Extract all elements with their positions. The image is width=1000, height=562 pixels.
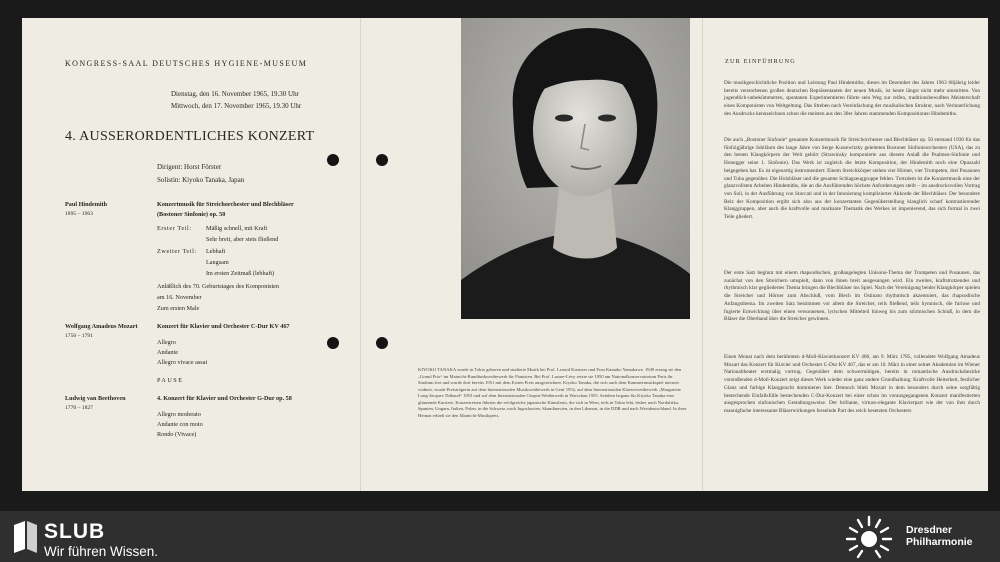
piece-title: (Bostoner Sinfonie) op. 50 [157, 211, 226, 218]
portrait-image [461, 18, 690, 319]
movement: Im ersten Zeitmaß (lebhaft) [206, 270, 275, 277]
composer-name: Paul Hindemith [65, 201, 108, 208]
note: Zum ersten Male [157, 305, 200, 312]
intro-heading: ZUR EINFÜHRUNG [725, 58, 796, 65]
dp-line-2: Philharmonie [906, 536, 973, 549]
composer-name: Wolfgang Amadeus Mozart [65, 323, 138, 330]
composer-years: 1756 – 1791 [65, 333, 93, 339]
slub-logo-text: SLUB [44, 520, 106, 543]
movement: Rondo (Vivace) [157, 431, 197, 438]
note: Anläßlich des 70. Geburtstages des Komponisten [157, 283, 280, 290]
dp-line-1: Dresdner [906, 524, 953, 536]
slub-logo-icon [12, 519, 39, 553]
soloist-biography: KIYOKO TANAKA wurde in Tokio geboren und studierte Musik bei Prof. Leonid Kreutzer und Frau Kamako Yamakawa. 1949 errang sie den „Grand Prix“ im Mainichi-Rundfunkwettbewerb für Pianisten. Bei Prof. Lazare-Lévy setzte sie 1950 am Nationalkonservatorium Paris ihr Studium fort und wurde dort bereits 1951 mit dem Ersten Preis ausgezeichnet. Kiyoko Tanaka, die sich auch dem Kammermusikspiel intensiv widmet, wurde Preisträgerin auf dem Internationalen Musikwettbewerb in Genf 1952, auf dem Internationalen Klavierwettbewerb „Marguerite Long-Jacques Thibaud“ 1953 und auf dem Internationalen Chopin-Wettbewerb in Warschau 1955. Seitdem begann für Kiyoko Tanaka eine glänzende Karriere. Konzertreisen führten die erfolgreiche japanische Künstlerin, die sich in Wien, teils in Tokio lebt, bisher nach Nordafrika, Spanien, Ungarn, Italien, Polen, in die Schweiz, nach Jugoslawien, Skandinavien, in den Libanon, in die DDR und nach Westdeutschland. In ihrer Heimat erhielt sie den Mainichi-Musikpreis. [418, 367, 687, 418]
footer-bar [0, 511, 1000, 562]
punch-hole [376, 154, 388, 166]
punch-hole [376, 337, 388, 349]
dresdner-philharmonie-logo-text [906, 524, 973, 548]
composer-years: 1770 – 1827 [65, 405, 93, 411]
note: am 16. November [157, 294, 202, 301]
composer-years: 1895 – 1963 [65, 211, 93, 217]
concert-title: 4. AUSSERORDENTLICHES KONZERT [65, 129, 315, 144]
movement: Mäßig schnell, mit Kraft [206, 225, 268, 232]
part-label: Erster Teil: [157, 225, 192, 232]
fold-line [702, 18, 703, 491]
intro-paragraph: Die auch „Bostoner Sinfonie“ genannte Konzertmusik für Streichorchester und Blechbläser op. 50 entstand 1930 für das fünfzigjährige Jubiläum des lange Jahre von Serge Kussewitzky geleiteten Bostoner Sinfonieorchesters (USA), das zu den besten Klangkörpern der Welt gehört (Strawinsky komponierte aus diesem Anlaß die Psalmen-Sinfonie und Honegger seine 1. Sinfonie). Das Werk ist zugleich die letzte Komposition, der Hindemith noch eine Opuszahl beigegeben hat. Es ist eigenartig instrumentiert: Einem Streichkörper stehen vier Hörner, vier Trompeten, drei Posaunen und Tuba gegenüber. Die Holzbläser und die gesamte Schlagzeuggruppe fehlen. Trotzdem ist die Konzertmusik eine der glanzvollsten Arbeiten Hindemiths, die an die Ausführenden höchste Anforderungen stellt – im ausdrucksvollen Vortrag von Soli, in der Ausführung von Staccati und in der Intonierung komplizierter Akkorde der Blechbläser. Der besondere Reiz der Komposition ergibt sich also aus der konzertanten Gegenüberstellung klanglich scharf kontrastierender Klanggruppen, aber auch die kraftvolle und markante Thematik des Werkes ist imponierend, das sich formal in zwei Teile gliedert. [724, 137, 980, 221]
fold-line [360, 18, 361, 491]
program-sheet [22, 18, 988, 491]
composer-name: Ludwig van Beethoven [65, 395, 126, 402]
movement: Andante con moto [157, 421, 203, 428]
movement: Andante [157, 349, 178, 356]
intro-paragraph: Die musikgeschichtliche Position und Leistung Paul Hindemiths, dieses im Dezember des Jahres 1963 68jährig leider bereits verstorbenen großen deutschen Repräsentanten der neuen Musik, ist heute längst nicht mehr umstritten. Von jugendlich-unbekümmerten, spontanen Experimentieren führte sein Weg zur reifen, traditionsbewußten Meisterschaft eines Komponisten von Weltgeltung. Das Streben nach Vereinfachung der musikalischen Struktur, nach Verinnerlichung des Ausdrucks kennzeichnen schon die meisten aus den 30er Jahren stammenden Kompositionen Hindemiths. [724, 80, 980, 117]
movement: Sehr breit, aber stets fließend [206, 236, 279, 243]
slub-slogan: Wir führen Wissen. [44, 544, 159, 559]
punch-hole [327, 337, 339, 349]
conductor: Dirigent: Horst Förster [157, 163, 222, 171]
date-line: Dienstag, den 16. November 1965, 19.30 Uhr [171, 90, 299, 98]
movement: Allegro moderato [157, 411, 201, 418]
date-line: Mittwoch, den 17. November 1965, 19.30 Uhr [171, 102, 302, 110]
venue-heading: KONGRESS-SAAL DEUTSCHES HYGIENE-MUSEUM [65, 59, 308, 68]
movement: Langsam [206, 259, 229, 266]
movement: Allegro vivace assai [157, 359, 208, 366]
punch-hole [327, 154, 339, 166]
soloist: Solistin: Kiyoko Tanaka, Japan [157, 176, 245, 184]
intro-paragraph: Der erste Satz beginnt mit einem rhapsodischen, großangelegten Unisono-Thema der Trompeten und Posaunen, das zunächst von den Streichern umspielt, dann von ihnen breit ausgesungen wird. Ein zweites, kraftstrotzendes und rhythmisch klar gegliedertes Thema bringen die Blechbläser ins Spiel. Nach der Vereinigung beider Klangkörper spielen die Streicher und Hörner zum Abschluß, vom Blech im Ostinato rhythmisch akzentuiert, das rhapsodische Anfangsthema. Im zweiten Satz bestimmen vor allem die Streicher, teils fließend, teils hymnisch, die furiose und fugierte Entwicklung über einen versonnenen, lyrischen Mittelteil hinweg bis zum stürmischen Schluß, in dem die Bläser die Oberhand über die Streicher gewinnen. [724, 270, 980, 323]
movement: Allegro [157, 339, 176, 346]
piece-title: Konzertmusik für Streichorchester und Blechbläser [157, 201, 294, 208]
movement: Lebhaft [206, 248, 226, 255]
piece-title: 4. Konzert für Klavier und Orchester G-Dur op. 58 [157, 395, 292, 402]
intro-paragraph: Einen Monat nach dem berühmten d-Moll-Klavierkonzert KV 466, am 9. März 1785, vollendete Wolfgang Amadeus Mozart das Konzert für Klavier und Orchester C-Dur KV 467, das er am 10. März in einer seiner Akademien im Wiener Nationaltheater erstmalig vortrug. Gegenüber dem schwermütigen, bereits in romantische Ausdrucksbezirke vorstoßenden d-Moll-Konzert zeigt dieses Werk wieder eine ganz andere Grundhaltung: Kraftvolle Heiterkeit, festlicher Glanz und farbige Klangpracht dominieren hier. Dennoch blieb Mozart in dem besonders durch seine sorgfältig bestechende Einfallsfülle bestechenden C-Dur-Konzert bei einer schon im vorausgegangenen Konzert manifestierten ausgesprochen sinfonischen Gestaltungsweise. Der brillante, virtuos-elegante Klavierpart wie der von ihm durch mannigfache interessante Bläserwirkungen fesselnde Part des reich besetzten Orchesters [724, 354, 980, 415]
pause-label: PAUSE [157, 377, 184, 384]
soloist-portrait-photo [461, 18, 690, 319]
part-label: Zweiter Teil: [157, 248, 197, 255]
dresdner-philharmonie-logo-icon [842, 514, 896, 560]
piece-title: Konzert für Klavier und Orchester C-Dur KV 467 [157, 323, 290, 330]
